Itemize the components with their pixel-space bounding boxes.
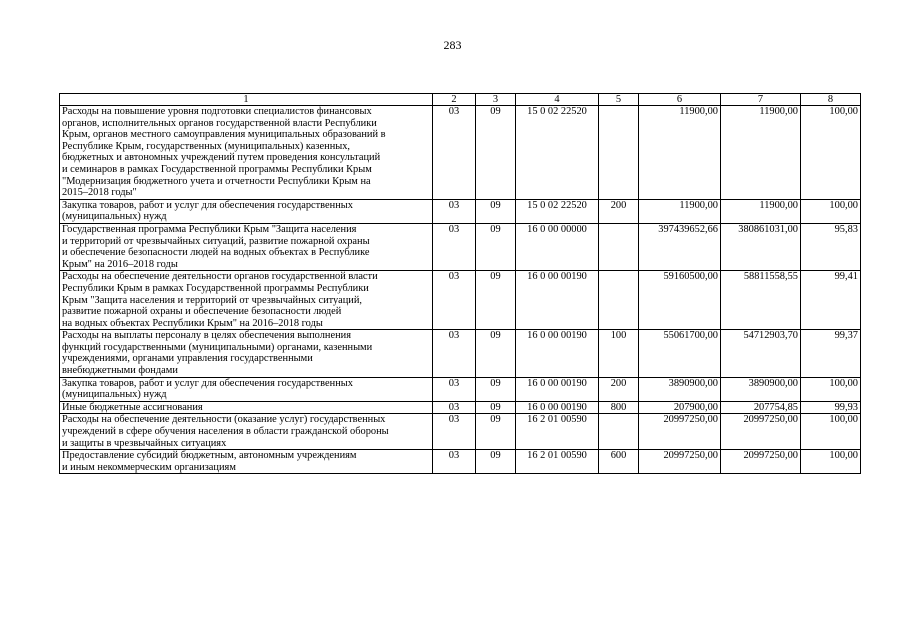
description-line: учреждениями, органами управления государственными — [62, 353, 313, 365]
subsection-code: 09 — [476, 199, 516, 223]
description-line: Иные бюджетные ассигнования — [62, 401, 203, 413]
subsection-code: 09 — [476, 271, 516, 330]
header-cell-1: 1 — [60, 94, 433, 106]
table-row — [60, 414, 861, 450]
approved-amount: 59160500,00 — [639, 271, 721, 330]
budget-table — [59, 93, 861, 474]
target-article: 16 2 01 00590 — [516, 450, 599, 474]
header-cell-7: 7 — [721, 94, 801, 106]
description-line: (муниципальных) нужд — [62, 389, 167, 401]
description-line: Расходы на обеспечение деятельности органов государственной власти — [62, 271, 378, 283]
approved-amount: 20997250,00 — [639, 414, 721, 450]
table-row — [60, 330, 861, 377]
row-description — [60, 199, 433, 223]
approved-amount: 397439652,66 — [639, 223, 721, 270]
description-line: Предоставление субсидий бюджетным, автономным учреждениям — [62, 450, 357, 462]
header-cell-8: 8 — [801, 94, 861, 106]
executed-amount: 11900,00 — [721, 106, 801, 200]
subsection-code: 09 — [476, 450, 516, 474]
executed-amount: 54712903,70 — [721, 330, 801, 377]
subsection-code: 09 — [476, 330, 516, 377]
description-line: Крым, органов местного самоуправления муниципальных образований в — [62, 129, 386, 141]
description-line: и обеспечение безопасности людей на водных объектах в Республике — [62, 247, 370, 259]
section-code: 03 — [433, 223, 476, 270]
description-line: "Модернизация бюджетного учета и отчетности Республики Крым на — [62, 175, 371, 187]
description-line: учреждений в сфере обучения населения в области гражданской обороны — [62, 426, 389, 438]
target-article: 16 0 00 00190 — [516, 271, 599, 330]
table-row — [60, 450, 861, 474]
section-code: 03 — [433, 106, 476, 200]
row-description — [60, 271, 433, 330]
description-line: Закупка товаров, работ и услуг для обеспечения государственных — [62, 199, 353, 211]
description-line: и иным некоммерческим организациям — [62, 461, 236, 473]
table-row — [60, 401, 861, 414]
description-line: развитие пожарной охраны и обеспечение безопасности людей — [62, 306, 342, 318]
target-article: 15 0 02 22520 — [516, 106, 599, 200]
executed-amount: 3890900,00 — [721, 377, 801, 401]
expense-type — [599, 223, 639, 270]
approved-amount: 11900,00 — [639, 106, 721, 200]
description-line: Расходы на повышение уровня подготовки специалистов финансовых — [62, 106, 372, 117]
execution-percent: 100,00 — [801, 106, 861, 200]
execution-percent: 100,00 — [801, 377, 861, 401]
execution-percent: 100,00 — [801, 199, 861, 223]
execution-percent: 100,00 — [801, 414, 861, 450]
header-cell-4: 4 — [516, 94, 599, 106]
target-article: 16 0 00 00190 — [516, 401, 599, 414]
expense-type: 800 — [599, 401, 639, 414]
approved-amount: 3890900,00 — [639, 377, 721, 401]
table-row — [60, 106, 861, 200]
subsection-code: 09 — [476, 414, 516, 450]
description-line: органов, исполнительных органов государственной власти Республики — [62, 117, 377, 129]
header-cell-3: 3 — [476, 94, 516, 106]
row-description — [60, 377, 433, 401]
row-description — [60, 223, 433, 270]
header-cell-6: 6 — [639, 94, 721, 106]
target-article: 15 0 02 22520 — [516, 199, 599, 223]
section-code: 03 — [433, 199, 476, 223]
description-line: Государственная программа Республики Крым "Защита населения — [62, 223, 357, 235]
subsection-code: 09 — [476, 377, 516, 401]
description-line: и семинаров в рамках Государственной программы Республики Крым — [62, 163, 372, 175]
row-description — [60, 414, 433, 450]
expense-type — [599, 414, 639, 450]
description-line: Расходы на обеспечение деятельности (оказание услуг) государственных — [62, 414, 386, 426]
description-line: Республике Крым, государственных (муниципальных) казенных, — [62, 140, 351, 152]
expense-type — [599, 271, 639, 330]
section-code: 03 — [433, 377, 476, 401]
executed-amount: 58811558,55 — [721, 271, 801, 330]
table-row — [60, 271, 861, 330]
target-article: 16 0 00 00190 — [516, 377, 599, 401]
row-description — [60, 330, 433, 377]
expense-type — [599, 106, 639, 200]
expense-type: 200 — [599, 377, 639, 401]
description-line: внебюджетными фондами — [62, 365, 178, 377]
description-line: и территорий от чрезвычайных ситуаций, развитие пожарной охраны — [62, 235, 370, 247]
description-line: на водных объектах Республики Крым" на 2016–2018 годы — [62, 317, 323, 329]
section-code: 03 — [433, 401, 476, 414]
target-article: 16 0 00 00190 — [516, 330, 599, 377]
description-line: функций государственными (муниципальными) органами, казенными — [62, 341, 373, 353]
row-description — [60, 106, 433, 200]
execution-percent: 99,93 — [801, 401, 861, 414]
description-line: Расходы на выплаты персоналу в целях обеспечения выполнения — [62, 330, 351, 342]
approved-amount: 20997250,00 — [639, 450, 721, 474]
header-cell-2: 2 — [433, 94, 476, 106]
execution-percent: 100,00 — [801, 450, 861, 474]
row-description — [60, 450, 433, 474]
target-article: 16 0 00 00000 — [516, 223, 599, 270]
approved-amount: 55061700,00 — [639, 330, 721, 377]
section-code: 03 — [433, 330, 476, 377]
table-header-row — [60, 94, 861, 106]
approved-amount: 11900,00 — [639, 199, 721, 223]
subsection-code: 09 — [476, 106, 516, 200]
description-line: Крым "Защита населения и территорий от чрезвычайных ситуаций, — [62, 294, 362, 306]
description-line: Республики Крым в рамках Государственной программы Республики — [62, 282, 369, 294]
description-line: и защиты в чрезвычайных ситуациях — [62, 437, 227, 449]
table-row — [60, 223, 861, 270]
header-cell-5: 5 — [599, 94, 639, 106]
expense-type: 200 — [599, 199, 639, 223]
target-article: 16 2 01 00590 — [516, 414, 599, 450]
section-code: 03 — [433, 450, 476, 474]
section-code: 03 — [433, 414, 476, 450]
description-line: Закупка товаров, работ и услуг для обеспечения государственных — [62, 377, 353, 389]
executed-amount: 20997250,00 — [721, 450, 801, 474]
description-line: 2015–2018 годы" — [62, 187, 137, 199]
executed-amount: 20997250,00 — [721, 414, 801, 450]
description-line: бюджетных и автономных учреждений путем проведения консультаций — [62, 152, 381, 164]
table-row — [60, 377, 861, 401]
approved-amount: 207900,00 — [639, 401, 721, 414]
description-line: (муниципальных) нужд — [62, 211, 167, 223]
description-line: Крым" на 2016–2018 годы — [62, 258, 178, 270]
execution-percent: 99,41 — [801, 271, 861, 330]
expense-type: 100 — [599, 330, 639, 377]
execution-percent: 99,37 — [801, 330, 861, 377]
page-number: 283 — [443, 38, 462, 52]
section-code: 03 — [433, 271, 476, 330]
execution-percent: 95,83 — [801, 223, 861, 270]
table-row — [60, 199, 861, 223]
executed-amount: 11900,00 — [721, 199, 801, 223]
row-description — [60, 401, 433, 414]
expense-type: 600 — [599, 450, 639, 474]
executed-amount: 207754,85 — [721, 401, 801, 414]
subsection-code: 09 — [476, 401, 516, 414]
subsection-code: 09 — [476, 223, 516, 270]
executed-amount: 380861031,00 — [721, 223, 801, 270]
